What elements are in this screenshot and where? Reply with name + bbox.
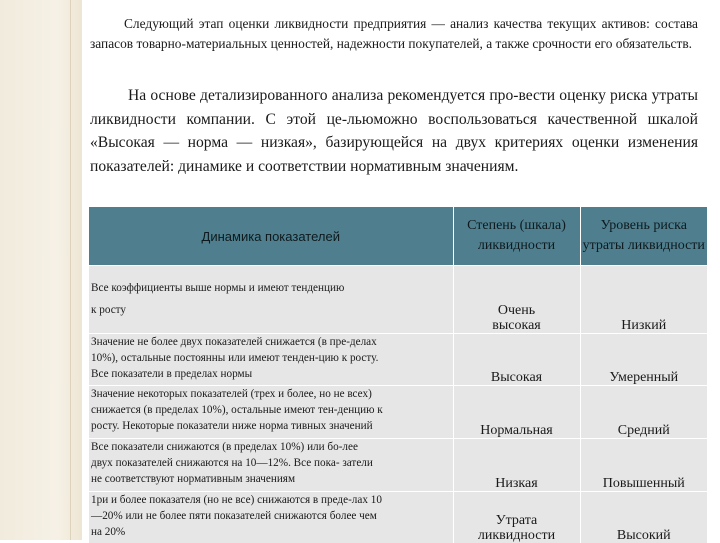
dynamics-line: Значение некоторых показателей (трех и более, но не всех) (91, 386, 451, 402)
liquidity-degree-cell: Утрата ликвидности (453, 492, 580, 543)
dynamics-line: двух показателей снижаются на 10—12%. Все пока- затели (91, 455, 451, 471)
dynamics-cell (89, 386, 453, 439)
dynamics-line: росту. Некоторые показатели ниже норма тивных значений (91, 418, 451, 434)
liquidity-degree-cell: Низкая (453, 439, 580, 492)
liquidity-risk-table (89, 207, 707, 543)
liquidity-degree-cell: Нормальная (453, 386, 580, 439)
dynamics-line: 1ри и более показателя (но не все) снижаются в преде-лах 10 (91, 492, 451, 508)
risk-level-cell: Повышенный (580, 439, 707, 492)
risk-level-cell: Низкий (580, 266, 707, 334)
table-row (89, 334, 707, 386)
dynamics-line: Все показатели снижаются (в пределах 10%) или бо-лее (91, 439, 451, 455)
header-dynamics: Динамика показателей (89, 207, 453, 266)
dynamics-line: на 20% (91, 524, 451, 540)
table-row (89, 266, 707, 334)
dynamics-line: снижается (в пределах 10%), остальные имеют тен-денцию к (91, 402, 451, 418)
risk-level-cell: Средний (580, 386, 707, 439)
risk-level-cell: Высокий (580, 492, 707, 543)
dynamics-cell (89, 439, 453, 492)
dynamics-cell (89, 492, 453, 543)
table-row (89, 386, 707, 439)
table-header-row (89, 207, 707, 266)
dynamics-line: 10%), остальные постоянны или имеют тенден-цию к росту. (91, 350, 451, 366)
liquidity-degree-cell: Очень высокая (453, 266, 580, 334)
dynamics-line: Все показатели в пределах нормы (91, 366, 451, 382)
dynamics-line: не соответствуют нормативным значениям (91, 471, 451, 487)
dynamics-line: Значение не более двух показателей снижается (в пре-делах (91, 334, 451, 350)
risk-level-cell: Умеренный (580, 334, 707, 386)
header-liquidity-degree: Степень (шкала) ликвидности (453, 207, 580, 266)
left-margin-rule (70, 0, 71, 540)
liquidity-degree-cell: Высокая (453, 334, 580, 386)
method-paragraph: На основе детализированного анализа рекомендуется про-вести оценку риска утраты ликвидности компании. С этой це-льюможно воспользоваться качественной шкалой «Высокая — норма — низкая», базирующейся на двух критериях оценки изменения показателей: динамике и соответствии нормативным значениям. (90, 84, 698, 178)
dynamics-cell (89, 334, 453, 386)
dynamics-line: —20% или не более пяти показателей снижаются более чем (91, 508, 451, 524)
dynamics-line: Все коэффициенты выше нормы и имеют тенденцию (91, 280, 451, 296)
dynamics-line: к росту (91, 302, 451, 318)
table-row (89, 439, 707, 492)
intro-paragraph: Следующий этап оценки ликвидности предприятия — анализ качества текущих активов: состава запасов товарно-материальных ценностей, надежности покупателей, а также срочности его обязательств. (90, 14, 698, 54)
table-row (89, 492, 707, 543)
header-risk-level: Уровень риска утраты ликвидности (580, 207, 707, 266)
dynamics-cell (89, 266, 453, 334)
